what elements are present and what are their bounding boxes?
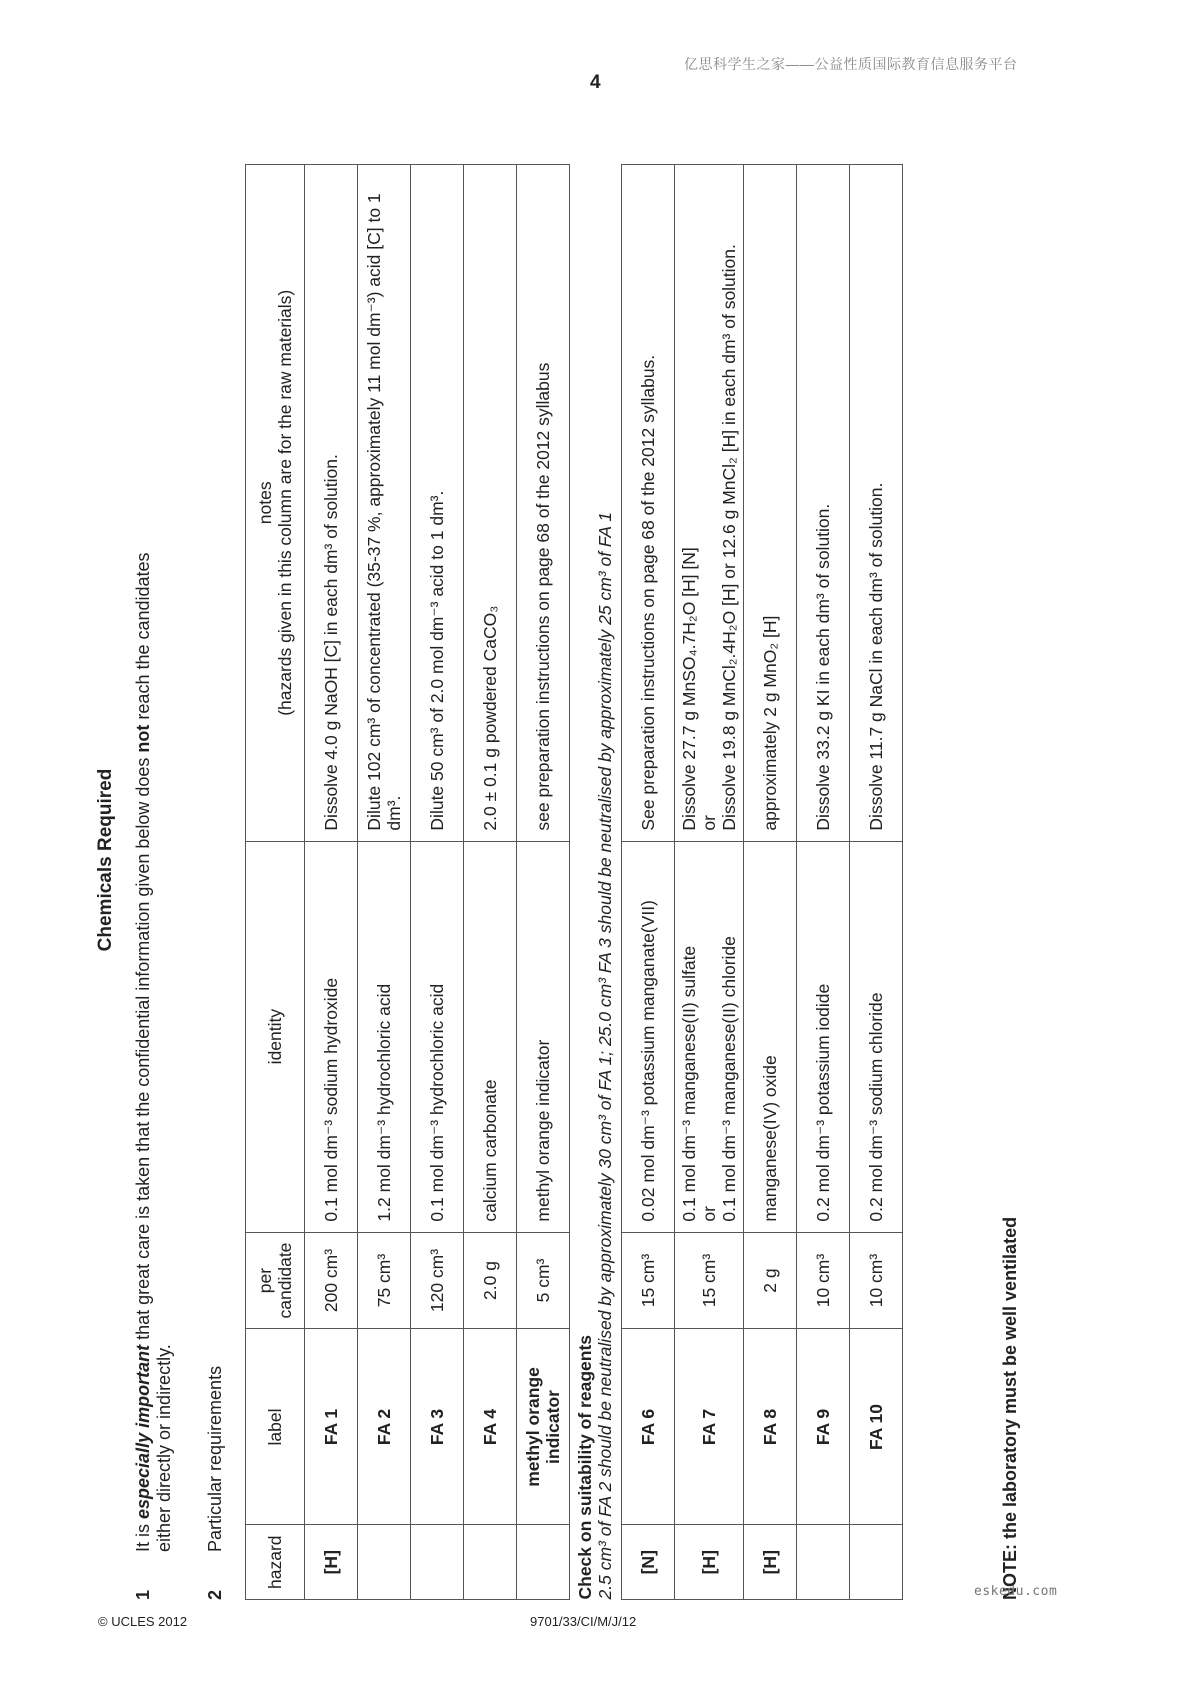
identity-option-a: 0.1 mol dm⁻³ manganese(II) sulfate [679, 945, 699, 1222]
check-heading: Check on suitability of reagents [575, 1335, 595, 1600]
cell-label: FA 9 [797, 1329, 850, 1525]
cell-per-candidate: 15 cm³ [622, 1232, 675, 1329]
cell-label: methyl orange indicator [517, 1329, 570, 1525]
table-row [850, 165, 903, 1600]
notes-option-b: Dissolve 19.8 g MnCl₂.4H₂O [H] or 12.6 g MnCl₂ [H] in each dm³ of solution. [719, 244, 739, 831]
cell-label: FA 7 [675, 1329, 744, 1525]
cell-hazard [517, 1525, 570, 1600]
cell-label: FA 10 [850, 1329, 903, 1525]
table-row [675, 165, 744, 1600]
cell-hazard: [H] [675, 1525, 744, 1600]
table-row [411, 165, 464, 1600]
rotated-page-content [95, 120, 1058, 1600]
cell-identity: 1.2 mol dm⁻³ hydrochloric acid [358, 841, 411, 1232]
cell-notes: Dissolve 4.0 g NaOH [C] in each dm³ of solution. [305, 165, 358, 842]
page-title: Chemicals Required [95, 768, 116, 952]
item-1-pre: It is [133, 1518, 153, 1552]
check-row [570, 165, 622, 1600]
item-1-number: 1 [133, 1589, 153, 1600]
cell-hazard: [H] [744, 1525, 797, 1600]
notes-option-a: Dissolve 27.7 g MnSO₄.7H₂O [H] [N] [679, 547, 699, 831]
cell-per-candidate: 10 cm³ [850, 1232, 903, 1329]
cell-per-candidate: 2.0 g [464, 1232, 517, 1329]
footer-site: eskedu.com [974, 1584, 1058, 1599]
watermark-text: 亿思科学生之家——公益性质国际教育信息服务平台 [684, 56, 1018, 72]
cell-hazard [850, 1525, 903, 1600]
item-2-text: Particular requirements [205, 1365, 225, 1552]
cell-notes: 2.0 ± 0.1 g powdered CaCO₃ [464, 165, 517, 842]
item-1-emphasis: especially important [133, 1344, 153, 1519]
cell-per-candidate: 2 g [744, 1232, 797, 1329]
cell-per-candidate: 5 cm³ [517, 1232, 570, 1329]
notes-or: or [699, 815, 719, 831]
cell-per-candidate: 10 cm³ [797, 1232, 850, 1329]
cell-per-candidate: 120 cm³ [411, 1232, 464, 1329]
cell-label: FA 6 [622, 1329, 675, 1525]
item-1-text [133, 552, 175, 1552]
page-number: 4 [590, 72, 601, 93]
header-label: label [246, 1329, 305, 1525]
cell-hazard [464, 1525, 517, 1600]
cell-per-candidate: 15 cm³ [675, 1232, 744, 1329]
item-1-post: reach the candidates either directly or indirectly. [133, 552, 174, 1552]
cell-identity: methyl orange indicator [517, 841, 570, 1232]
cell-notes: Dissolve 11.7 g NaCl in each dm³ of solution. [850, 165, 903, 842]
table-row [464, 165, 517, 1600]
table-row [797, 165, 850, 1600]
cell-hazard [797, 1525, 850, 1600]
ventilation-note: NOTE: the laboratory must be well ventilated [1000, 1216, 1020, 1600]
cell-identity: manganese(IV) oxide [744, 841, 797, 1232]
header-per-candidate: per candidate [246, 1232, 305, 1329]
chemicals-table [245, 164, 903, 1600]
footer-copyright: © UCLES 2012 [98, 1614, 188, 1629]
table-row [744, 165, 797, 1600]
cell-per-candidate: 200 cm³ [305, 1232, 358, 1329]
cell-notes [675, 165, 744, 842]
cell-identity: 0.02 mol dm⁻³ potassium manganate(VII) [622, 841, 675, 1232]
header-identity: identity [246, 841, 305, 1232]
identity-option-b: 0.1 mol dm⁻³ manganese(II) chloride [719, 936, 739, 1222]
cell-label: FA 8 [744, 1329, 797, 1525]
check-text: 2.5 cm³ of FA 2 should be neutralised by approximately 30 cm³ of FA 1; 25.0 cm³ FA 3 should be neutralised by approximately 25 cm³ of FA 1 [595, 512, 615, 1600]
cell-notes: see preparation instructions on page 68 of the 2012 syllabus [517, 165, 570, 842]
header-notes-title: notes [255, 481, 275, 525]
table-row [517, 165, 570, 1600]
cell-identity: 0.1 mol dm⁻³ hydrochloric acid [411, 841, 464, 1232]
header-hazard: hazard [246, 1525, 305, 1600]
cell-notes: See preparation instructions on page 68 of the 2012 syllabus. [622, 165, 675, 842]
cell-hazard: [H] [305, 1525, 358, 1600]
table-header-row [246, 165, 305, 1600]
table-row [305, 165, 358, 1600]
header-notes-subtitle: (hazards given in this column are for the raw materials) [275, 289, 295, 716]
header-notes [246, 165, 305, 842]
cell-identity: 0.2 mol dm⁻³ sodium chloride [850, 841, 903, 1232]
cell-per-candidate: 75 cm³ [358, 1232, 411, 1329]
cell-hazard [358, 1525, 411, 1600]
cell-label: FA 4 [464, 1329, 517, 1525]
cell-identity [675, 841, 744, 1232]
cell-label: FA 3 [411, 1329, 464, 1525]
table-row [622, 165, 675, 1600]
cell-identity: 0.2 mol dm⁻³ potassium iodide [797, 841, 850, 1232]
cell-identity: 0.1 mol dm⁻³ sodium hydroxide [305, 841, 358, 1232]
item-2-number: 2 [205, 1589, 225, 1600]
cell-notes: Dilute 50 cm³ of 2.0 mol dm⁻³ acid to 1 dm³. [411, 165, 464, 842]
item-1-mid: that great care is taken that the confidential information given below does [133, 752, 153, 1345]
table-row [358, 165, 411, 1600]
identity-or: or [699, 1206, 719, 1222]
footer-code: 9701/33/CI/M/J/12 [530, 1614, 637, 1629]
cell-identity: calcium carbonate [464, 841, 517, 1232]
item-1-not: not [133, 724, 153, 753]
cell-hazard: [N] [622, 1525, 675, 1600]
cell-notes: Dissolve 33.2 g KI in each dm³ of solution. [797, 165, 850, 842]
cell-label: FA 1 [305, 1329, 358, 1525]
cell-notes: approximately 2 g MnO₂ [H] [744, 165, 797, 842]
cell-notes: Dilute 102 cm³ of concentrated (35-37 %, approximately 11 mol dm⁻³) acid [C] to 1 dm³. [358, 165, 411, 842]
check-cell [570, 165, 622, 1600]
cell-hazard [411, 1525, 464, 1600]
cell-label: FA 2 [358, 1329, 411, 1525]
